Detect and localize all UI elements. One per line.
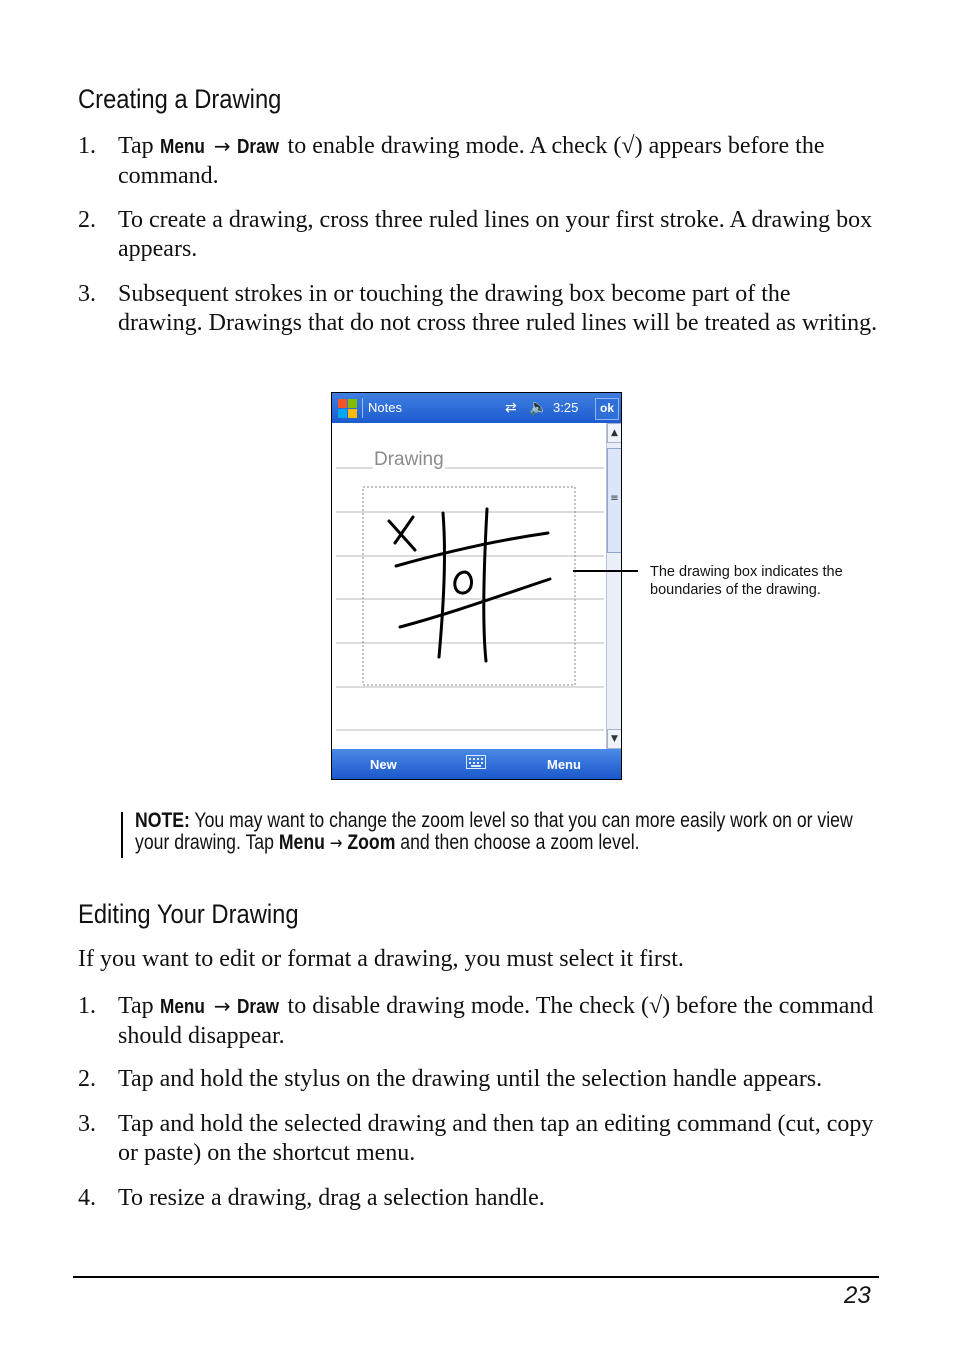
step-text: Subsequent strokes in or touching the drawing box become part of the drawing. Drawings that do not cross three ruled lines will be treated as writing. xyxy=(118,281,878,336)
menu-keyword: Menu xyxy=(278,831,325,854)
list-number: 4. xyxy=(78,1185,96,1211)
intro-paragraph: If you want to edit or format a drawing, you must select it first. xyxy=(78,946,684,972)
list-item xyxy=(78,1184,878,1213)
list-item xyxy=(78,206,878,264)
title-separator xyxy=(362,398,363,418)
step-text: Tap and hold the selected drawing and then tap an editing command (cut, copy or paste) on the shortcut menu. xyxy=(118,1111,874,1166)
list-number: 1. xyxy=(78,133,96,159)
list-item xyxy=(78,1110,878,1168)
zoom-keyword: Zoom xyxy=(347,831,396,854)
step-text: To resize a drawing, drag a selection handle. xyxy=(118,1185,545,1211)
list-item xyxy=(78,992,878,1051)
list-item xyxy=(78,280,878,338)
list-item xyxy=(78,132,878,191)
drawing-label: Drawing xyxy=(374,449,444,470)
note-canvas[interactable] xyxy=(332,423,606,749)
scroll-up-icon[interactable]: ▲ xyxy=(607,423,622,443)
windows-start-icon[interactable] xyxy=(337,398,357,418)
speaker-icon[interactable]: 🔈 xyxy=(529,399,548,416)
arrow-right-icon: → xyxy=(213,994,231,1018)
list-number: 3. xyxy=(78,1111,96,1137)
list-number: 3. xyxy=(78,281,96,307)
step-text: Tap xyxy=(118,993,154,1019)
arrow-right-icon: → xyxy=(329,833,343,854)
connectivity-icon[interactable]: ⇄ xyxy=(505,399,517,415)
list-number: 2. xyxy=(78,1066,96,1092)
vertical-scrollbar[interactable] xyxy=(606,423,622,749)
menu-button[interactable]: Menu xyxy=(547,757,581,772)
step-text: to enable drawing mode. A check (√) appears before the command. xyxy=(118,133,825,189)
ok-button[interactable]: ok xyxy=(595,398,619,420)
step-text: to disable drawing mode. The check (√) before the command should disappear. xyxy=(118,993,874,1049)
clock-time[interactable]: 3:25 xyxy=(553,400,579,415)
title-bar xyxy=(332,393,621,423)
callout-text: The drawing box indicates the boundaries of the drawing. xyxy=(650,564,843,598)
step-text: Tap xyxy=(118,133,154,159)
callout-line xyxy=(573,570,638,572)
list-number: 1. xyxy=(78,993,96,1019)
draw-keyword: Draw xyxy=(236,996,279,1018)
app-title: Notes xyxy=(368,400,402,415)
page-number: 23 xyxy=(844,1282,871,1309)
list-item xyxy=(78,1065,878,1094)
menu-keyword: Menu xyxy=(159,996,205,1018)
new-button[interactable]: New xyxy=(370,757,397,772)
keyboard-icon[interactable] xyxy=(466,755,486,769)
list-number: 2. xyxy=(78,207,96,233)
step-text: To create a drawing, cross three ruled lines on your first stroke. A drawing box appears. xyxy=(118,207,873,262)
section-heading-editing: Editing Your Drawing xyxy=(78,899,299,929)
section-heading-creating: Creating a Drawing xyxy=(78,84,282,114)
scroll-thumb[interactable]: ≡ xyxy=(607,448,622,553)
scroll-down-icon[interactable]: ▼ xyxy=(607,729,622,749)
note-body: and then choose a zoom level. xyxy=(400,831,640,854)
note-body: You may want to change the zoom level so that you can more easily work on or view your drawing. Tap xyxy=(135,809,853,854)
note-text xyxy=(135,810,874,855)
footer-rule xyxy=(73,1276,879,1278)
step-text: Tap and hold the stylus on the drawing until the selection handle appears. xyxy=(118,1066,823,1092)
pocket-pc-screenshot xyxy=(331,392,622,780)
draw-keyword: Draw xyxy=(236,136,279,158)
menu-keyword: Menu xyxy=(159,136,205,158)
menu-bar xyxy=(332,749,621,779)
note-bar xyxy=(121,812,123,858)
note-label: NOTE: xyxy=(135,809,190,832)
arrow-right-icon: → xyxy=(213,134,231,158)
